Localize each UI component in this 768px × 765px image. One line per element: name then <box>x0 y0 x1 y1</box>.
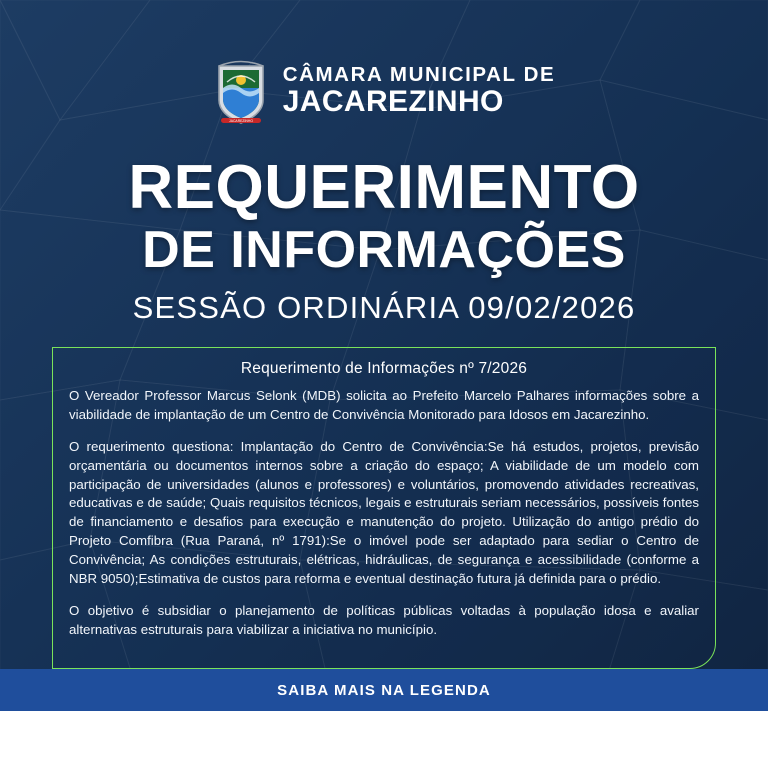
brand-line-2: JACAREZINHO <box>282 85 504 119</box>
brand-header <box>0 0 768 124</box>
brand-text <box>282 62 556 119</box>
page-title-line-2: DE INFORMAÇÕES <box>142 220 626 279</box>
coat-of-arms-icon <box>213 58 269 124</box>
brand-line-1: CÂMARA MUNICIPAL DE <box>282 62 556 86</box>
footer <box>0 669 768 765</box>
card-paragraph: O requerimento questiona: Implantação do Centro de Convivência:Se há estudos, projetos, previsão orçamentária ou documentos internos sobre a criação do espaço; A viabilidade de um modelo com participação de universidades (alunos e professores) e voluntários, promovendo atividades recreativas, educativas e de saúde; Quais requisitos técnicos, legais e estruturais seriam necessários, possíveis fontes de financiamento e desafios para execução e manutenção do projeto. Utilização do antigo prédio do Projeto Comfibra (Rua Paraná, nº 1791):Se o imóvel pode ser adaptado para sediar o Centro de Convivência; As condições estruturais, elétricas, hidráulicas, de segurança e acessibilidade (conforme a NBR 9050);Estimativa de custos para reforma e eventual destinação futura já definida para o prédio. <box>69 438 699 586</box>
page-title <box>0 153 768 279</box>
card-paragraph: O objetivo é subsidiar o planejamento de políticas públicas voltadas à população idosa e avaliar alternativas estruturais para viabilizar a iniciativa no município. <box>69 602 699 637</box>
content-card <box>52 347 716 669</box>
page-title-line-1: REQUERIMENTO <box>128 153 640 222</box>
svg-text:JACAREZINHO: JACAREZINHO <box>228 119 253 124</box>
card-title: Requerimento de Informações nº 7/2026 <box>240 360 528 377</box>
title-block <box>0 153 768 326</box>
page-subtitle: SESSÃO ORDINÁRIA 09/02/2026 <box>132 289 636 325</box>
card-paragraph: O Vereador Professor Marcus Selonk (MDB) solicita ao Prefeito Marcelo Palhares informações sobre a viabilidade de implantação de um Centro de Convivência Monitorado para Idosos em Jacarezinho. <box>69 388 699 422</box>
call-to-action-bar: SAIBA MAIS NA LEGENDA <box>0 669 768 711</box>
